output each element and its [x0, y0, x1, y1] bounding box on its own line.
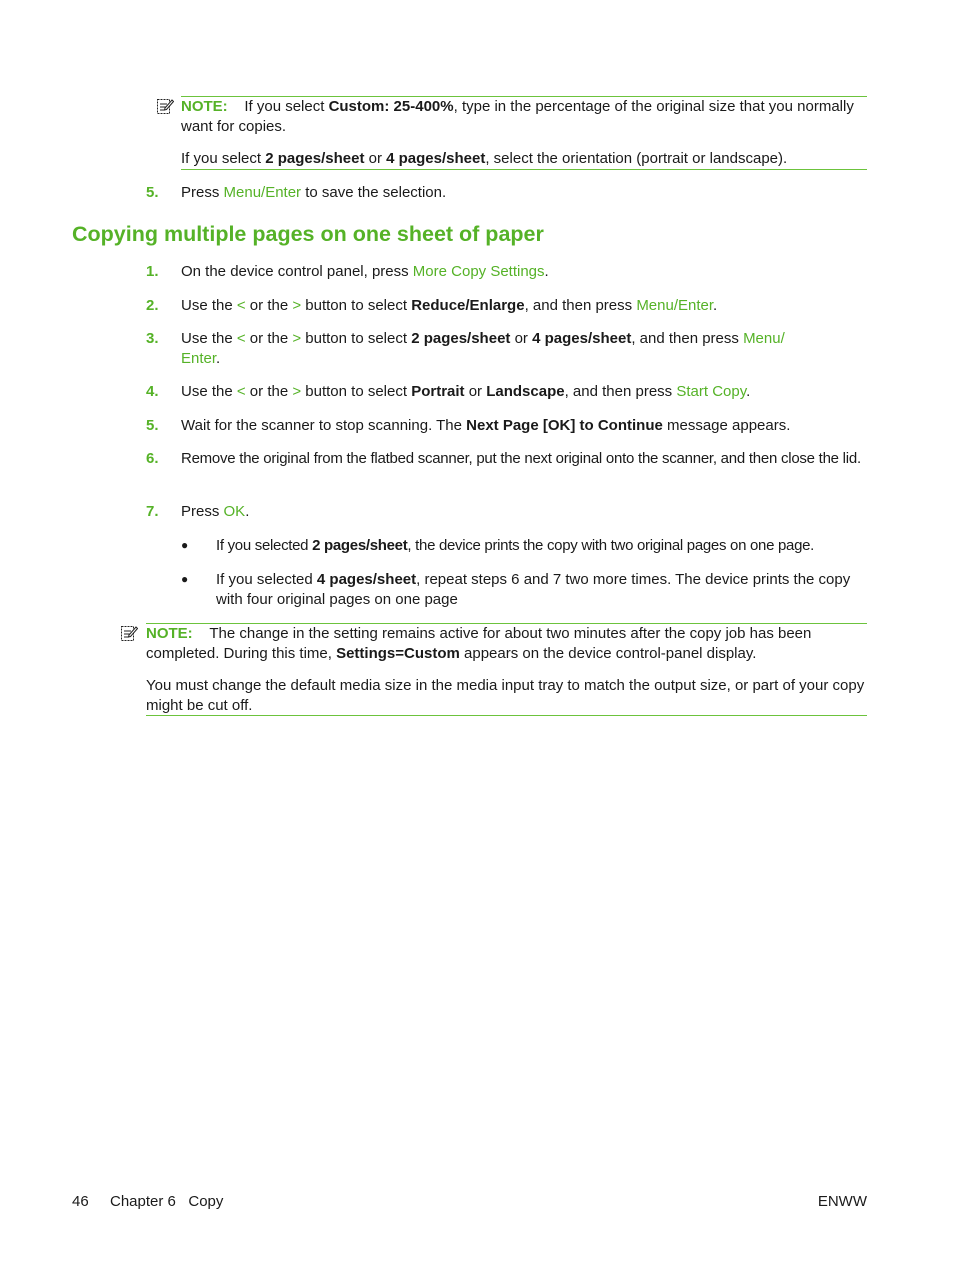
bold-text: 4 pages/sheet	[532, 330, 632, 347]
menu-enter-link[interactable]: Enter	[181, 349, 217, 367]
note-paragraph	[146, 624, 862, 663]
note-paragraph	[181, 149, 867, 169]
text: , and then press	[564, 383, 677, 400]
note-paragraph: You must change the default media size in the media input tray to match the output size, or part of your copy might be cut off.	[146, 677, 865, 714]
bold-text: 2 pages/sheet	[312, 537, 408, 554]
bullet-icon: ●	[181, 572, 189, 586]
right-arrow-button-ref[interactable]: >	[292, 383, 302, 400]
note-box	[146, 623, 867, 716]
ok-link[interactable]: OK	[223, 503, 246, 520]
left-arrow-button-ref[interactable]: <	[236, 383, 246, 400]
note-bold: Custom: 25-400%	[328, 98, 454, 115]
step-text	[181, 183, 869, 203]
text: .	[245, 503, 250, 520]
note-bold: 4 pages/sheet	[386, 150, 486, 167]
text: , and then press	[631, 330, 744, 347]
note-text: appears on the device control-panel display.	[459, 644, 757, 662]
note-icon	[156, 97, 174, 115]
menu-enter-link[interactable]: Menu/Enter	[636, 297, 714, 314]
text: button to select	[301, 297, 412, 314]
text: message appears.	[662, 417, 791, 434]
bold-text: 2 pages/sheet	[411, 330, 511, 347]
text: button to select	[301, 330, 412, 347]
step-text	[181, 382, 869, 402]
bold-text: Portrait	[411, 383, 465, 400]
note-text: If you select	[244, 98, 329, 115]
step-number: 2.	[146, 297, 159, 314]
left-arrow-button-ref[interactable]: <	[236, 297, 246, 314]
footer-right: ENWW	[817, 1193, 867, 1210]
note-paragraph	[181, 97, 861, 136]
page-number: 46	[72, 1193, 89, 1210]
text: Use the	[181, 330, 237, 347]
text: .	[746, 383, 751, 400]
text: or	[510, 330, 533, 347]
list-item	[146, 296, 868, 316]
step-text	[181, 502, 869, 522]
text: , repeat steps 6 and 7 two more times. The device prints the copy with four original pages on one page	[216, 571, 851, 608]
step-text	[181, 262, 869, 282]
text: .	[216, 349, 221, 367]
right-arrow-button-ref[interactable]: >	[292, 330, 302, 347]
note-text: , type in the percentage of the original size that you normally want for copies.	[181, 98, 854, 135]
step-text: Remove the original from the flatbed scanner, put the next original onto the scanner, and then close the lid.	[181, 450, 861, 467]
left-arrow-button-ref[interactable]: <	[236, 330, 246, 347]
text: or the	[245, 383, 293, 400]
note-bold: 2 pages/sheet	[265, 150, 365, 167]
text: , the device prints the copy with two original pages on one page.	[407, 537, 815, 554]
list-item	[146, 382, 868, 402]
step-number: 3.	[146, 330, 159, 347]
text: .	[544, 263, 549, 280]
note-text: The change in the setting remains active for about two minutes after the copy job has been completed. During this time,	[146, 625, 812, 662]
note-label: NOTE:	[181, 98, 228, 115]
menu-enter-link[interactable]: Menu/	[743, 330, 785, 347]
note-bold: Settings=Custom	[336, 644, 460, 662]
bullet-text	[216, 536, 871, 556]
step-text	[181, 416, 869, 436]
list-item	[146, 329, 868, 369]
menu-enter-link[interactable]: Menu/Enter	[223, 184, 302, 201]
note-label: NOTE:	[146, 625, 193, 642]
bullet-item	[181, 536, 871, 556]
section-title: Copying multiple pages on one sheet of paper	[72, 222, 544, 246]
bullet-text	[216, 570, 871, 609]
step-text	[181, 329, 869, 368]
note-text: If you select	[181, 150, 266, 167]
list-item	[146, 262, 868, 282]
list-item	[146, 183, 868, 203]
text: .	[713, 297, 718, 314]
note-box	[181, 96, 867, 170]
more-copy-settings-link[interactable]: More Copy Settings	[412, 263, 545, 280]
text: , and then press	[524, 297, 637, 314]
bold-text: 4 pages/sheet	[316, 571, 417, 588]
text: or	[464, 383, 487, 400]
step-text	[181, 296, 869, 316]
right-arrow-button-ref[interactable]: >	[292, 297, 302, 314]
note-text: or	[364, 150, 387, 167]
bullet-icon: ●	[181, 538, 189, 552]
list-item	[146, 502, 868, 522]
step-number: 1.	[146, 263, 159, 280]
bold-text: Reduce/Enlarge	[411, 297, 525, 314]
text: Wait for the scanner to stop scanning. The	[181, 417, 467, 434]
text: On the device control panel, press	[181, 263, 413, 280]
step-number: 6.	[146, 450, 159, 467]
note-text: , select the orientation (portrait or landscape).	[485, 150, 788, 167]
list-item	[146, 416, 868, 436]
text: or the	[245, 297, 293, 314]
text: Use the	[181, 383, 237, 400]
text: Use the	[181, 297, 237, 314]
list-item	[146, 449, 868, 489]
step-number: 5.	[146, 184, 159, 201]
text: Press	[181, 184, 224, 201]
text: Press	[181, 503, 224, 520]
note-icon	[120, 624, 138, 642]
text: If you selected	[216, 571, 317, 588]
text: button to select	[301, 383, 412, 400]
step-number: 5.	[146, 417, 159, 434]
chapter-label: Chapter 6 Copy	[110, 1193, 224, 1210]
bold-text: Landscape	[486, 383, 565, 400]
bold-text: Next Page [OK] to Continue	[466, 417, 663, 434]
start-copy-link[interactable]: Start Copy	[676, 383, 747, 400]
text: to save the selection.	[301, 184, 447, 201]
bullet-item	[181, 570, 871, 610]
text: If you selected	[216, 537, 313, 554]
step-number: 4.	[146, 383, 159, 400]
text: or the	[245, 330, 293, 347]
step-number: 7.	[146, 503, 159, 520]
